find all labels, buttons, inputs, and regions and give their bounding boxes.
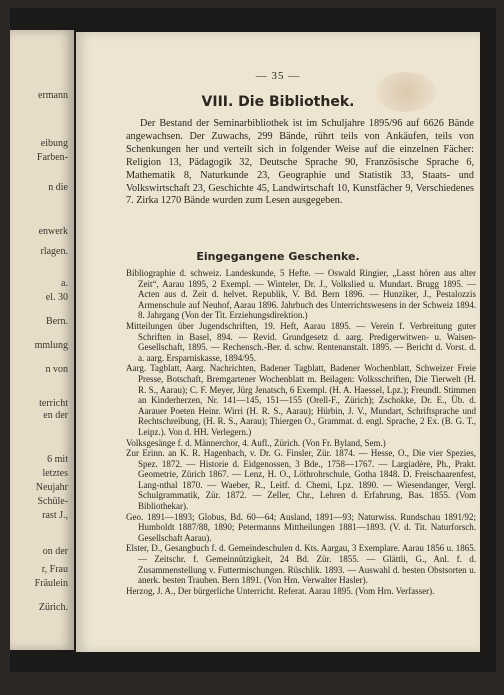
- list-item: Bibliographie d. schweiz. Landeskunde, 5 Hefte. — Oswald Ringier, „Lasst hören aus alter Zeit“, Aarau 1895, 2 Exempl. — Winteler, Dr. J., Volkslied u. Mundart. Brugg 1895. — Acten aus d. Zeit d. helvet. Republik, V. Bd. Bern 1896. — Hunziker, J., Pestalozzis Armenschule auf Neuhof, Aarau 1896. Jahrbuch des Unterrichtswesens in der Schweiz 1894. 8. Jahrgang (Von der Tit. Erziehungsdirektion.): [126, 268, 476, 321]
- left-page-fragment: n die: [48, 182, 68, 193]
- left-page-fragment: letztes: [42, 468, 68, 479]
- left-page-fragment: enwerk: [38, 226, 68, 237]
- left-page-fragment: on der: [42, 546, 68, 557]
- left-page-fragment: terricht: [39, 398, 68, 409]
- left-page-fragment: Schüle-: [37, 496, 68, 507]
- intro-paragraph: [126, 118, 474, 208]
- left-page-fragment: a.: [61, 278, 68, 289]
- list-item: Aarg. Tagblatt, Aarg. Nachrichten, Badener Tagblatt, Badener Wochenblatt, Schweizer Freie Presse, Botschaft, Bremgartener Wochenblatt m. Beilagen: Volksschriften, Die Tierwelt (H. R. S., Aarau); C. F. Meyer, Jürg Jenatsch, 6 Exempl. (H. A. Haessel, Lpz.); Freundl. Stimmen an Kinderherzen, Nr. 141—145, 151—155 (Orell-F., Zürich); Zschokke, Dr. E., Üb. d. Aarauer Poeten Heinr. Wirri (H. R. S., Aarau); Hürbin, J. V., Mundart, Schriftsprache und Rechtschreibung, (H. R. S., Aarau); Thiergen O., Grammat. d. engl. Sprache, 2 Ex. (B. G. T., Leipz.). Von d. HH. Verlegern.): [126, 363, 476, 437]
- left-page-fragment: r, Frau: [41, 564, 68, 575]
- left-page-fragment: Zürich.: [38, 602, 68, 613]
- left-page-fragment: rlagen.: [40, 246, 68, 257]
- list-item: Herzog, J. A., Der bürgerliche Unterricht. Referat. Aarau 1895. (Vom Hrn. Verfasser).: [126, 585, 435, 596]
- left-page-fragment: mmlung: [34, 340, 68, 351]
- left-page-fragment: eibung: [40, 138, 68, 149]
- list-item: Geo. 1891—1893; Globus, Bd. 60—64; Ausland, 1891—93; Naturwiss. Rundschau 1891/92; Humboldt 1887/88, 1890; Petermanns Mittheilungen 1881—1893. (V. d. Tit. Naturforsch. Gesellschaft Aarau).: [126, 511, 476, 543]
- left-page-fragment: rast J.,: [42, 510, 68, 521]
- list-item: Elster, D., Gesangbuch f. d. Gemeindeschulen d. Kts. Aargau, 3 Exemplare. Aarau 1856 u. 1865. — Zeitschr. f. Gemeinnützigkeit, 24 Bd. Zür. 1855. — Glättli, G., Anl. f. d. Zusammenstellung v. Futtermischungen. Rüschlik. 1893. — Auswahl d. besten Obstsorten u. anerk. besten Trauben. Bern 1891. (Von Hrn. Verwalter Hasler).: [126, 543, 476, 586]
- section-title: VIII. Die Bibliothek.: [201, 94, 355, 110]
- list-item: Zur Erinn. an K. R. Hagenbach, v. Dr. G. Finsler, Zür. 1874. — Hesse, O., Die vier Spezies, Spez. 1872. — Historie d. Eidgenossen, 3 Bde., 1758—1767. — Largiadère, Ph., Prakt. Geometrie, Zürich 1867. — Lenz, H. O., Löthrohrschule, Gotha 1848. D. Freischaarenfest, Lang-nthal 1870. — Waeber, R., Leitf. d. Chemi, Lpz. 1890. — Wiesendanger, Vergl. Schulgrammatik, Zür. 1872. — Zeller, Chr., Lehren d. Erfahrung, Bas. 1855. (Vom Bibliothekar).: [126, 448, 476, 512]
- book-page: [76, 32, 480, 652]
- gifts-heading: Eingegangene Geschenke.: [196, 250, 360, 263]
- left-page-fragment: Farben-: [36, 152, 68, 163]
- list-item: Mitteilungen über Jugendschriften, 19. Heft, Aarau 1895. — Verein f. Verbreitung guter Schriften in Basel, 894. — Revid. Grundgesetz d. aarg. Predigerwitwen- u. Waisen-Gesellschaft, 1895. — Rechensch.-Ber. d. schw. Rentenanstalt. 1895. — Bericht d. Vorst. d. a. aarg. Ersparniskasse, 1894/95.: [126, 320, 476, 363]
- left-page-fragment: 6 mit: [47, 454, 68, 465]
- list-item: Volksgesänge f. d. Männerchor, 4. Aufl., Zürich. (Von Fr. Byland, Sem.): [126, 437, 386, 448]
- left-page-fragment: en der: [43, 410, 68, 421]
- left-page-fragment: Bern.: [46, 316, 68, 327]
- left-page-fragment: Fräulein: [34, 578, 68, 589]
- left-page-fragment: ermann: [38, 90, 68, 101]
- scan-frame: [10, 8, 496, 672]
- gifts-list: [126, 268, 476, 596]
- left-page-fragment: Neujahr: [35, 482, 68, 493]
- page-number: — 35 —: [255, 70, 301, 82]
- left-page-edge: [10, 30, 74, 650]
- intro-text: Der Bestand der Seminarbibliothek ist im Schuljahre 1895/96 auf 6626 Bände angewachsen. Der Zuwachs, 299 Bände, rührt teils von Ankäufen, teils von Schenkungen her und verteilt sich in folgender Weise auf die einzelnen Fächer: Religion 13, Pädagogik 32, Deutsche Sprache 90, Französische Sprache 6, Mathematik 8, Naturkunde 23, Geographie und Statistik 33, Staats- und Volkswirtschaft 23, Geschichte 45, Landwirtschaft 10, Kunstfächer 9, Verschiedenes 7. Zirka 1270 Bände wurden zum Lesen ausgegeben.: [126, 118, 474, 207]
- left-page-fragment: el. 30: [45, 292, 68, 303]
- left-page-fragment: n von: [45, 364, 68, 375]
